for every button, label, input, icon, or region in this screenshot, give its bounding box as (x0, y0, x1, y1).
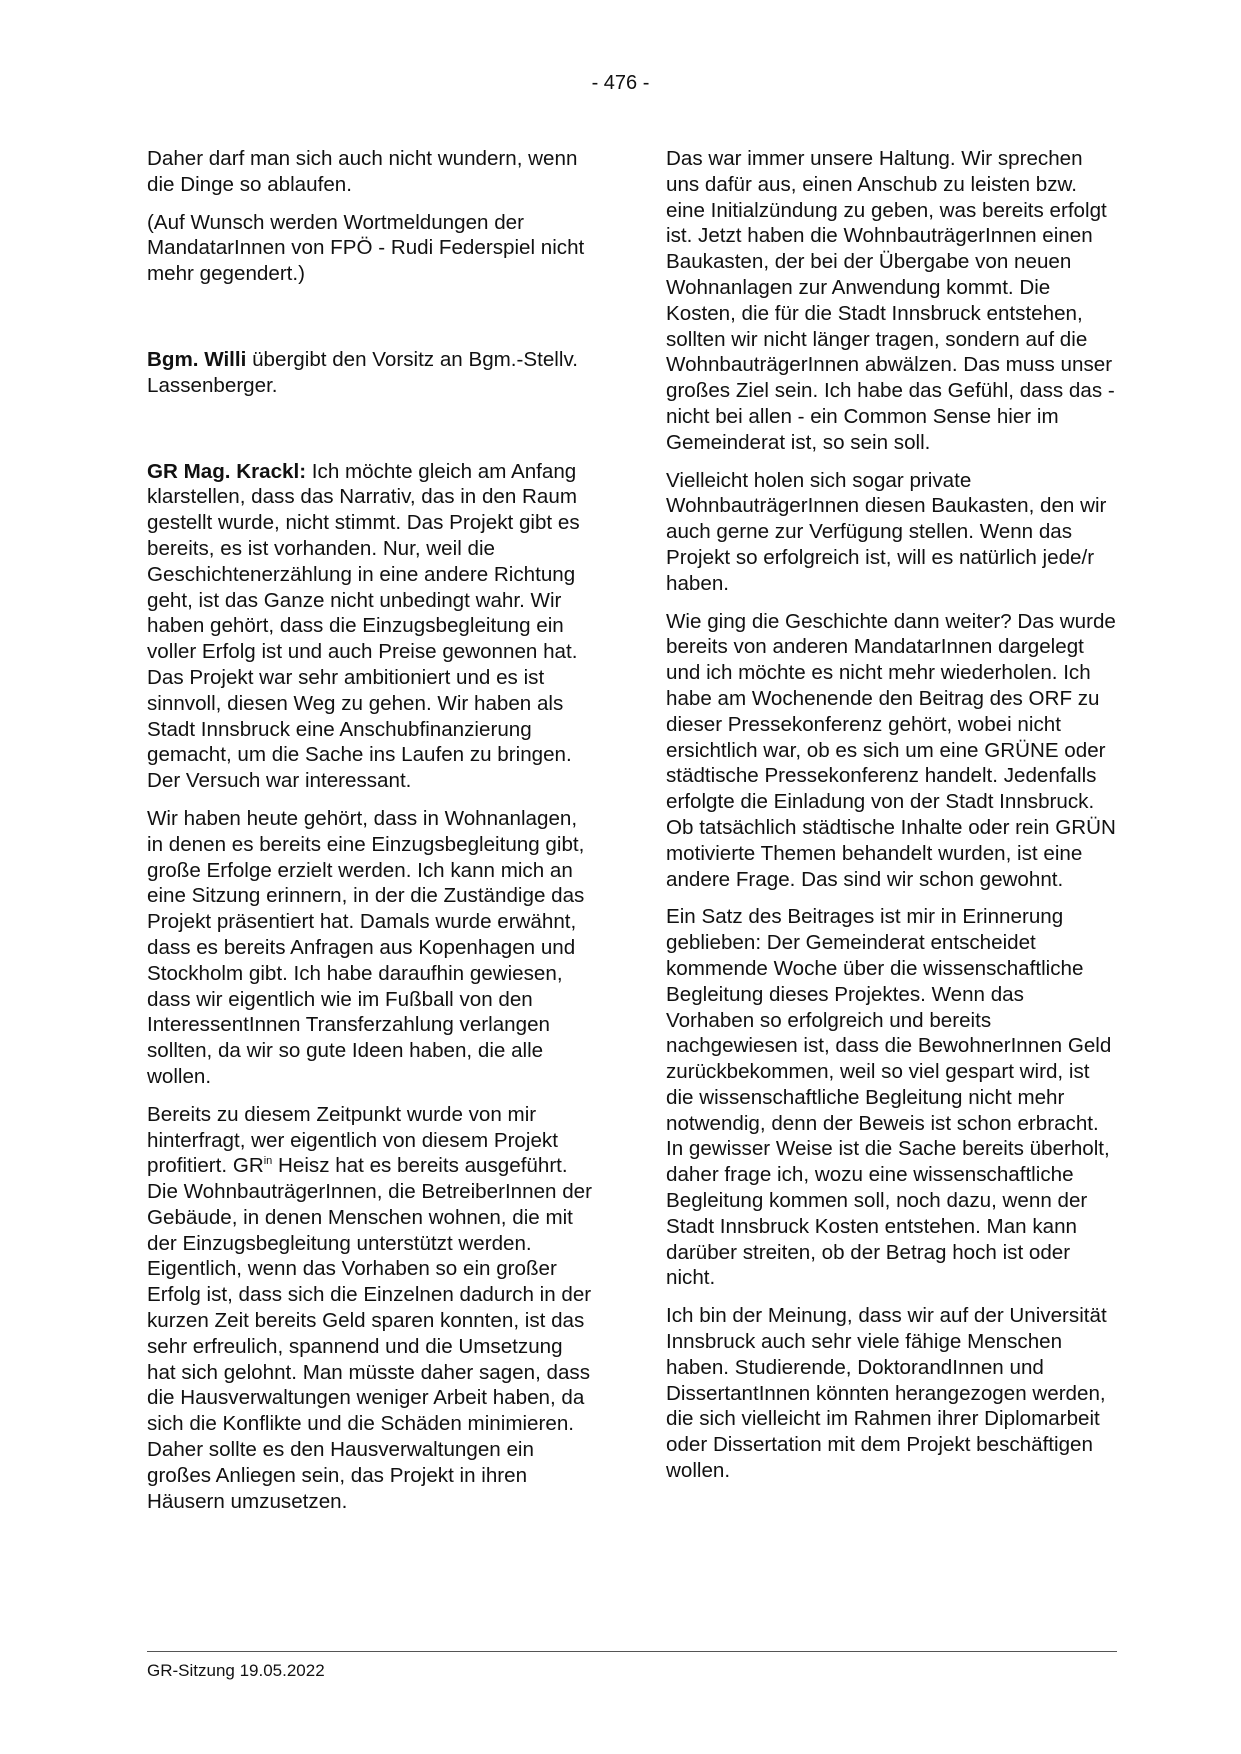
paragraph-text: Ich möchte gleich am Anfang klarstellen, dass das Narrativ, das in den Raum gestellt wurde, nicht stimmt. Das Projekt gibt es bereits, es ist vorhanden. Nur, weil die Geschichtenerzählung in eine andere Richtung geht, ist das Ganze nicht unbedingt wahr. Wir haben gehört, dass die Einzugsbegleitung ein voller Erfolg ist und auch Preise gewonnen hat. Das Projekt war sehr ambitioniert und es ist sinnvoll, diesen Weg zu gehen. Wir haben als Stadt Innsbruck eine Anschubfinanzierung gemacht, um die Sache ins Laufen zu bringen. Der Versuch war interessant. (147, 459, 580, 793)
speaker-name: GR Mag. Krackl: (147, 459, 307, 483)
paragraph: Ein Satz des Beitrages ist mir in Erinnerung geblieben: Der Gemeinderat entscheidet kommende Woche über die wissenschaftliche Begleitung dieses Projektes. Wenn das Vorhaben so erfolgreich und bereits nachgewiesen ist, dass die BewohnerInnen Geld zurückbekommen, weil so viel gespart wird, ist die wissenschaftliche Begleitung nicht mehr notwendig, denn der Beweis ist schon erbracht. In gewisser Weise ist die Sache bereits überholt, daher frage ich, wozu eine wissenschaftliche Begleitung kommen soll, noch dazu, wenn der Stadt Innsbruck Kosten entstehen. Man kann darüber streiten, ob der Betrag hoch ist oder nicht. (666, 905, 1112, 1290)
paragraph (147, 459, 595, 794)
paragraph-text: Bereits zu diesem Zeitpunkt wurde von mir hinterfragt, wer eigentlich von diesem Projekt profitiert. GR (147, 1102, 558, 1178)
paragraph: Daher darf man sich auch nicht wundern, wenn die Dinge so ablaufen. (147, 147, 578, 196)
spacer (147, 411, 595, 459)
footer-divider (147, 1651, 1117, 1652)
paragraph: Wie ging die Geschichte dann weiter? Das wurde bereits von anderen MandatarInnen dargelegt und ich möchte es nicht mehr wiederholen. Ich habe am Wochenende den Beitrag des ORF zu dieser Pressekonferenz gehört, wobei nicht ersichtlich war, ob es sich um eine GRÜNE oder städtische Pressekonferenz handelt. Jedenfalls erfolgte die Einladung von der Stadt Innsbruck. Ob tatsächlich städtische Inhalte oder rein GRÜN motivierte Themen behandelt wurden, ist eine andere Frage. Das sind wir schon gewohnt. (666, 609, 1116, 891)
paragraph: Das war immer unsere Haltung. Wir sprechen uns dafür aus, einen Anschub zu leisten bzw. eine Initialzündung zu geben, was bereits erfolgt ist. Jetzt haben die WohnbauträgerInnen einen Baukasten, der bei der Übergabe von neuen Wohnanlagen zur Anwendung kommt. Die Kosten, die für die Stadt Innsbruck entstehen, sollten wir nicht länger tragen, sondern auf die WohnbauträgerInnen abwälzen. Das muss unser großes Ziel sein. Ich habe das Gefühl, dass das - nicht bei allen - ein Common Sense hier im Gemeinderat ist, so sein soll. (666, 147, 1115, 454)
superscript: in (263, 1155, 273, 1168)
paragraph-text: Heisz hat es bereits ausgeführt. Die WohnbauträgerInnen, die BetreiberInnen der Gebäude, in denen Menschen wohnen, die mit der Einzugsbegleitung unterstützt werden. Eigentlich, wenn das Vorhaben so ein großer Erfolg ist, dass sich die Einzelnen dadurch in der kurzen Zeit bereits Geld sparen konnten, ist das sehr erfreulich, spannend und die Umsetzung hat sich gelohnt. Man müsste daher sagen, dass die Hausverwaltungen weniger Arbeit haben, da sich die Konflikte und die Schäden minimieren. Daher sollte es den Hausverwaltungen ein großes Anliegen sein, das Projekt in ihren Häusern umzusetzen. (147, 1154, 592, 1513)
right-column (666, 146, 1116, 1496)
paragraph (147, 1102, 595, 1515)
speaker-name: Bgm. Willi (147, 347, 247, 371)
paragraph: (Auf Wunsch werden Wortmeldungen der MandatarInnen von FPÖ - Rudi Federspiel nicht mehr gegendert.) (147, 210, 585, 286)
paragraph: Wir haben heute gehört, dass in Wohnanlagen, in denen es bereits eine Einzugsbegleitung gibt, große Erfolge erzielt werden. Ich kann mich an eine Sitzung erinnern, in der die Zuständige das Projekt präsentiert hat. Damals wurde erwähnt, dass es bereits Anfragen aus Kopenhagen und Stockholm gibt. Ich habe daraufhin gewiesen, dass wir eigentlich wie im Fußball von den InteressentInnen Transferzahlung verlangen sollten, da wir so gute Ideen haben, die alle wollen. (147, 806, 585, 1088)
page-number: - 476 - (591, 72, 650, 94)
spacer (147, 299, 595, 347)
paragraph: Ich bin der Meinung, dass wir auf der Universität Innsbruck auch sehr viele fähige Menschen haben. Studierende, DoktorandInnen und DissertantInnen könnten herangezogen werden, die sich vielleicht im Rahmen ihrer Diplomarbeit oder Dissertation mit dem Projekt beschäftigen wollen. (666, 1304, 1107, 1483)
footer-session-date: GR-Sitzung 19.05.2022 (147, 1661, 325, 1680)
paragraph-text: übergibt den Vorsitz an Bgm.-Stellv. Lassenberger. (147, 347, 578, 397)
paragraph (147, 347, 595, 399)
left-column (147, 146, 595, 1526)
paragraph: Vielleicht holen sich sogar private WohnbauträgerInnen diesen Baukasten, den wir auch gerne zur Verfügung stellen. Wenn das Projekt so erfolgreich ist, will es natürlich jede/r haben. (666, 468, 1107, 595)
